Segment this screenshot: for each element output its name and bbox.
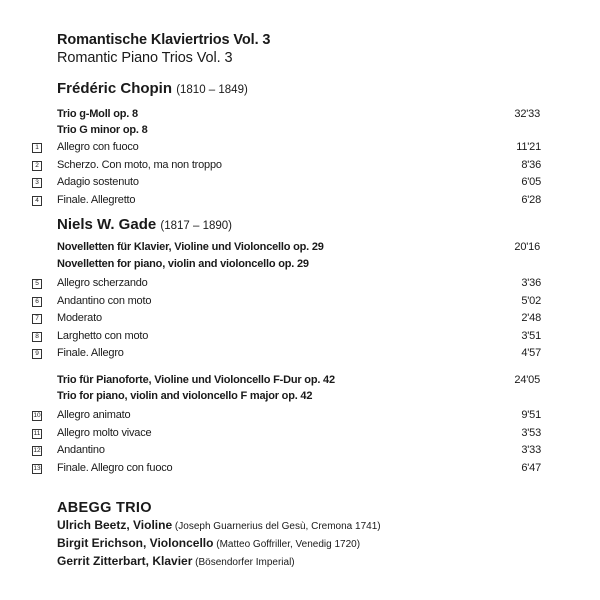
work-total-duration: 24'05	[514, 374, 540, 386]
ensemble-name: ABEGG TRIO	[57, 500, 152, 516]
track-number-box: 3	[32, 178, 42, 188]
member-name: Ulrich Beetz, Violine	[57, 518, 173, 532]
ensemble-member	[57, 554, 295, 568]
track-title: Andantino	[57, 444, 105, 456]
ensemble-member	[57, 518, 381, 532]
track-title: Finale. Allegretto	[57, 193, 136, 206]
work-total-duration: 20'16	[514, 241, 540, 253]
track-title: Finale. Allegro con fuoco	[57, 461, 173, 474]
composer-dates: (1817 – 1890)	[160, 220, 232, 232]
track-title: Adagio sostenuto	[57, 176, 139, 188]
track-number-box: 6	[32, 297, 42, 307]
track-number-box: 11	[33, 429, 41, 437]
track-title: Allegro molto vivace	[57, 426, 152, 439]
track-title: Finale. Allegro	[57, 347, 124, 359]
composer-name: Niels W. Gade	[57, 216, 157, 233]
composer-name: Frédéric Chopin	[57, 80, 173, 97]
composer-dates: (1810 – 1849)	[176, 84, 248, 96]
work-title-de: Novelletten für Klavier, Violine und Violoncello op. 29	[57, 241, 324, 253]
album-title-en: Romantic Piano Trios Vol. 3	[57, 50, 233, 66]
work-title-en: Trio G minor op. 8	[57, 124, 148, 136]
track-number-box: 10	[33, 412, 41, 419]
composer-chopin	[57, 80, 248, 97]
member-instrument: (Matteo Goffriller, Venedig 1720)	[213, 539, 361, 550]
track-number-box: 5	[32, 279, 42, 289]
work-title-en: Trio for piano, violin and violoncello F major op. 42	[57, 390, 313, 402]
track-duration: 6'47	[521, 461, 541, 474]
track-duration: 2'48	[521, 312, 541, 324]
member-name: Birgit Erichson, Violoncello	[57, 536, 214, 550]
track-duration: 5'02	[521, 294, 541, 307]
work-title-en: Novelletten for piano, violin and violoncello op. 29	[57, 258, 309, 270]
track-title: Allegro animato	[57, 409, 131, 421]
member-instrument: (Bösendorfer Imperial)	[192, 557, 295, 568]
track-duration: 3'53	[521, 426, 541, 439]
track-number-box: 2	[32, 161, 42, 171]
track-title: Moderato	[57, 312, 102, 324]
member-instrument: (Joseph Guarnerius del Gesù, Cremona 1741)	[172, 521, 381, 532]
album-title-de: Romantische Klaviertrios Vol. 3	[57, 32, 271, 48]
work-total-duration: 32'33	[514, 108, 540, 120]
member-name: Gerrit Zitterbart, Klavier	[57, 554, 193, 568]
work-title-de: Trio für Pianoforte, Violine und Violoncello F-Dur op. 42	[57, 374, 335, 386]
track-number-box: 9	[32, 349, 42, 359]
ensemble-member	[57, 536, 360, 550]
track-title: Larghetto con moto	[57, 329, 149, 342]
track-duration: 4'57	[521, 347, 541, 359]
track-duration: 8'36	[521, 158, 541, 171]
track-title: Allegro scherzando	[57, 277, 148, 289]
track-number-box: 7	[32, 314, 42, 324]
work-title-de: Trio g-Moll op. 8	[57, 108, 138, 120]
track-number-box: 4	[32, 196, 42, 206]
track-duration: 9'51	[521, 409, 541, 421]
track-duration: 3'51	[521, 329, 541, 342]
track-number-box: 13	[33, 464, 41, 472]
track-duration: 11'21	[516, 141, 541, 153]
composer-gade	[57, 216, 232, 233]
track-number-box: 12	[33, 447, 41, 454]
track-title: Scherzo. Con moto, ma non troppo	[57, 158, 222, 171]
track-number-box: 8	[32, 332, 42, 342]
track-title: Andantino con moto	[57, 294, 152, 307]
track-duration: 3'36	[521, 277, 541, 289]
track-duration: 6'28	[521, 193, 541, 206]
track-number-box: 1	[32, 143, 42, 153]
track-duration: 6'05	[521, 176, 541, 188]
track-title: Allegro con fuoco	[57, 141, 139, 153]
track-duration: 3'33	[521, 444, 541, 456]
